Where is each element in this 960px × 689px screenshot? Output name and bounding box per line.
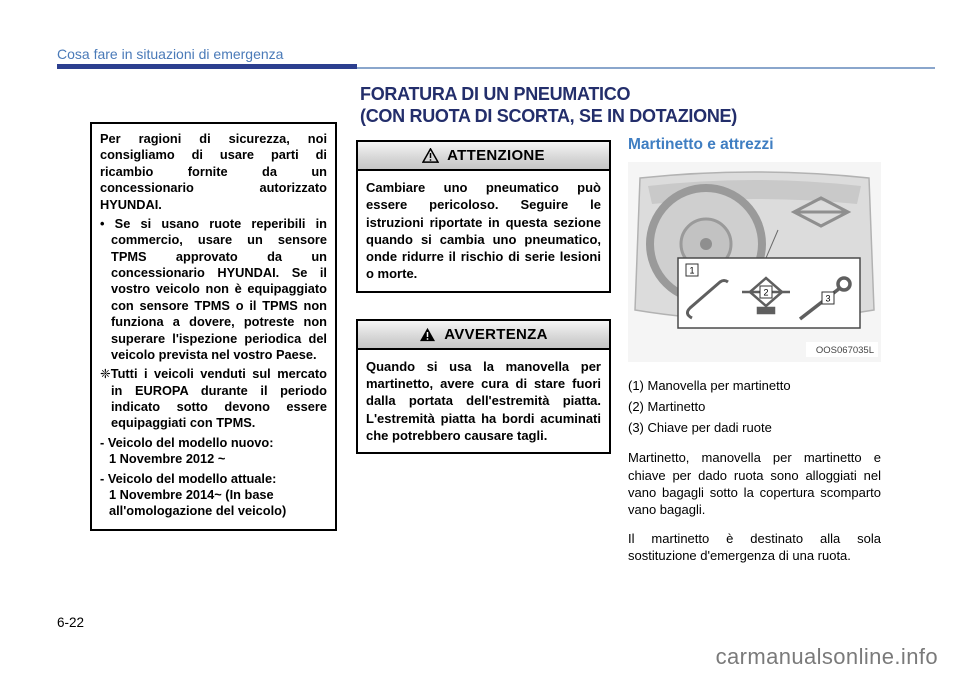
section-header: Cosa fare in situazioni di emergenza (57, 46, 284, 62)
info-bullet (100, 216, 327, 363)
callout-3: 3 (825, 293, 831, 304)
bullet-icon: • (100, 215, 105, 231)
safety-info-box (90, 122, 337, 531)
tool-list-item-2: (2) Martinetto (628, 398, 706, 414)
page-title (360, 84, 737, 128)
warning-header (356, 319, 611, 350)
attention-title: ATTENZIONE (447, 147, 545, 164)
figure-code (806, 342, 878, 357)
info-paragraph: Per ragioni di sicurezza, noi consigliamo di usare parti di ricambio fornite da un concessionario autorizzato HYUNDAI. (100, 131, 327, 212)
warning-triangle-icon (419, 327, 436, 342)
info-dash-item-2 (100, 471, 327, 520)
warning-body: Quando si usa la manovella per martinetto, avere cura di stare fuori dalla portata dell'estremità piatta. L'estremità piatta ha bordi acuminati che potrebbero causare tagli. (356, 348, 611, 454)
info-dash-item-2-label: - Veicolo del modello attuale: (100, 470, 277, 486)
page-number: 6-22 (57, 615, 85, 630)
tools-heading: Martinetto e attrezzi (628, 136, 774, 153)
info-dash-item-1-label: - Veicolo del modello nuovo: (100, 434, 274, 450)
attention-header (356, 140, 611, 171)
watermark: carmanualsonline.info (715, 644, 938, 669)
tools-paragraph-2: Il martinetto è destinato alla sola sostituzione d'emergenza di una ruota. (628, 530, 881, 563)
info-note (100, 366, 327, 432)
info-bullet-text: Se si usano ruote reperibili in commercio, usare un sensore TPMS approvato da un concessionario HYUNDAI. Se il vostro veicolo non è equipaggiato con sensore TPMS o il TPMS non funziona a dovere, potreste non superare l'ispezione periodica del veicolo prevista nel vostro Paese. (111, 215, 327, 362)
callout-1: 1 (689, 265, 695, 276)
page-title-line2: (CON RUOTA DI SCORTA, SE IN DOTAZIONE) (360, 105, 737, 126)
figure-code-label: OOS067035L (815, 345, 874, 356)
attention-body: Cambiare uno pneumatico può essere pericoloso. Seguire le istruzioni riportate in questa sezione quando si cambia uno pneumatico, onde ridurre il rischio di serie lesioni o morte. (356, 169, 611, 293)
warning-title: AVVERTENZA (444, 325, 548, 343)
info-dash-item-2-value: 1 Novembre 2014~ (In base all'omologazione del veicolo) (109, 486, 287, 519)
info-note-text: Tutti i veicoli venduti sul mercato in EUROPA durante il periodo indicato sotto devono essere equipaggiati con TPMS. (110, 366, 327, 431)
header-rule-thick (57, 64, 357, 69)
tools-illustration (628, 162, 881, 362)
tools-column (628, 136, 881, 564)
warnings-column (356, 140, 611, 454)
warning-box (356, 319, 611, 454)
page-title-line1: FORATURA DI UN PNEUMATICO (360, 84, 631, 104)
spacer (356, 293, 611, 319)
callout-2: 2 (763, 287, 769, 298)
tools-paragraph-1: Martinetto, manovella per martinetto e chiave per dado ruota sono alloggiati nel vano bagagli sotto la copertura scomparto vano bagagli. (628, 450, 881, 518)
info-dash-item-1 (100, 435, 327, 468)
caution-triangle-icon (422, 148, 439, 163)
attention-box (356, 140, 611, 293)
tool-list-item-1: (1) Manovella per martinetto (628, 378, 791, 393)
info-dash-item-1-value: 1 Novembre 2012 ~ (109, 451, 226, 467)
tool-list-item-3: (3) Chiave per dadi ruote (628, 419, 772, 435)
note-marker-icon: ❈ (100, 366, 111, 382)
